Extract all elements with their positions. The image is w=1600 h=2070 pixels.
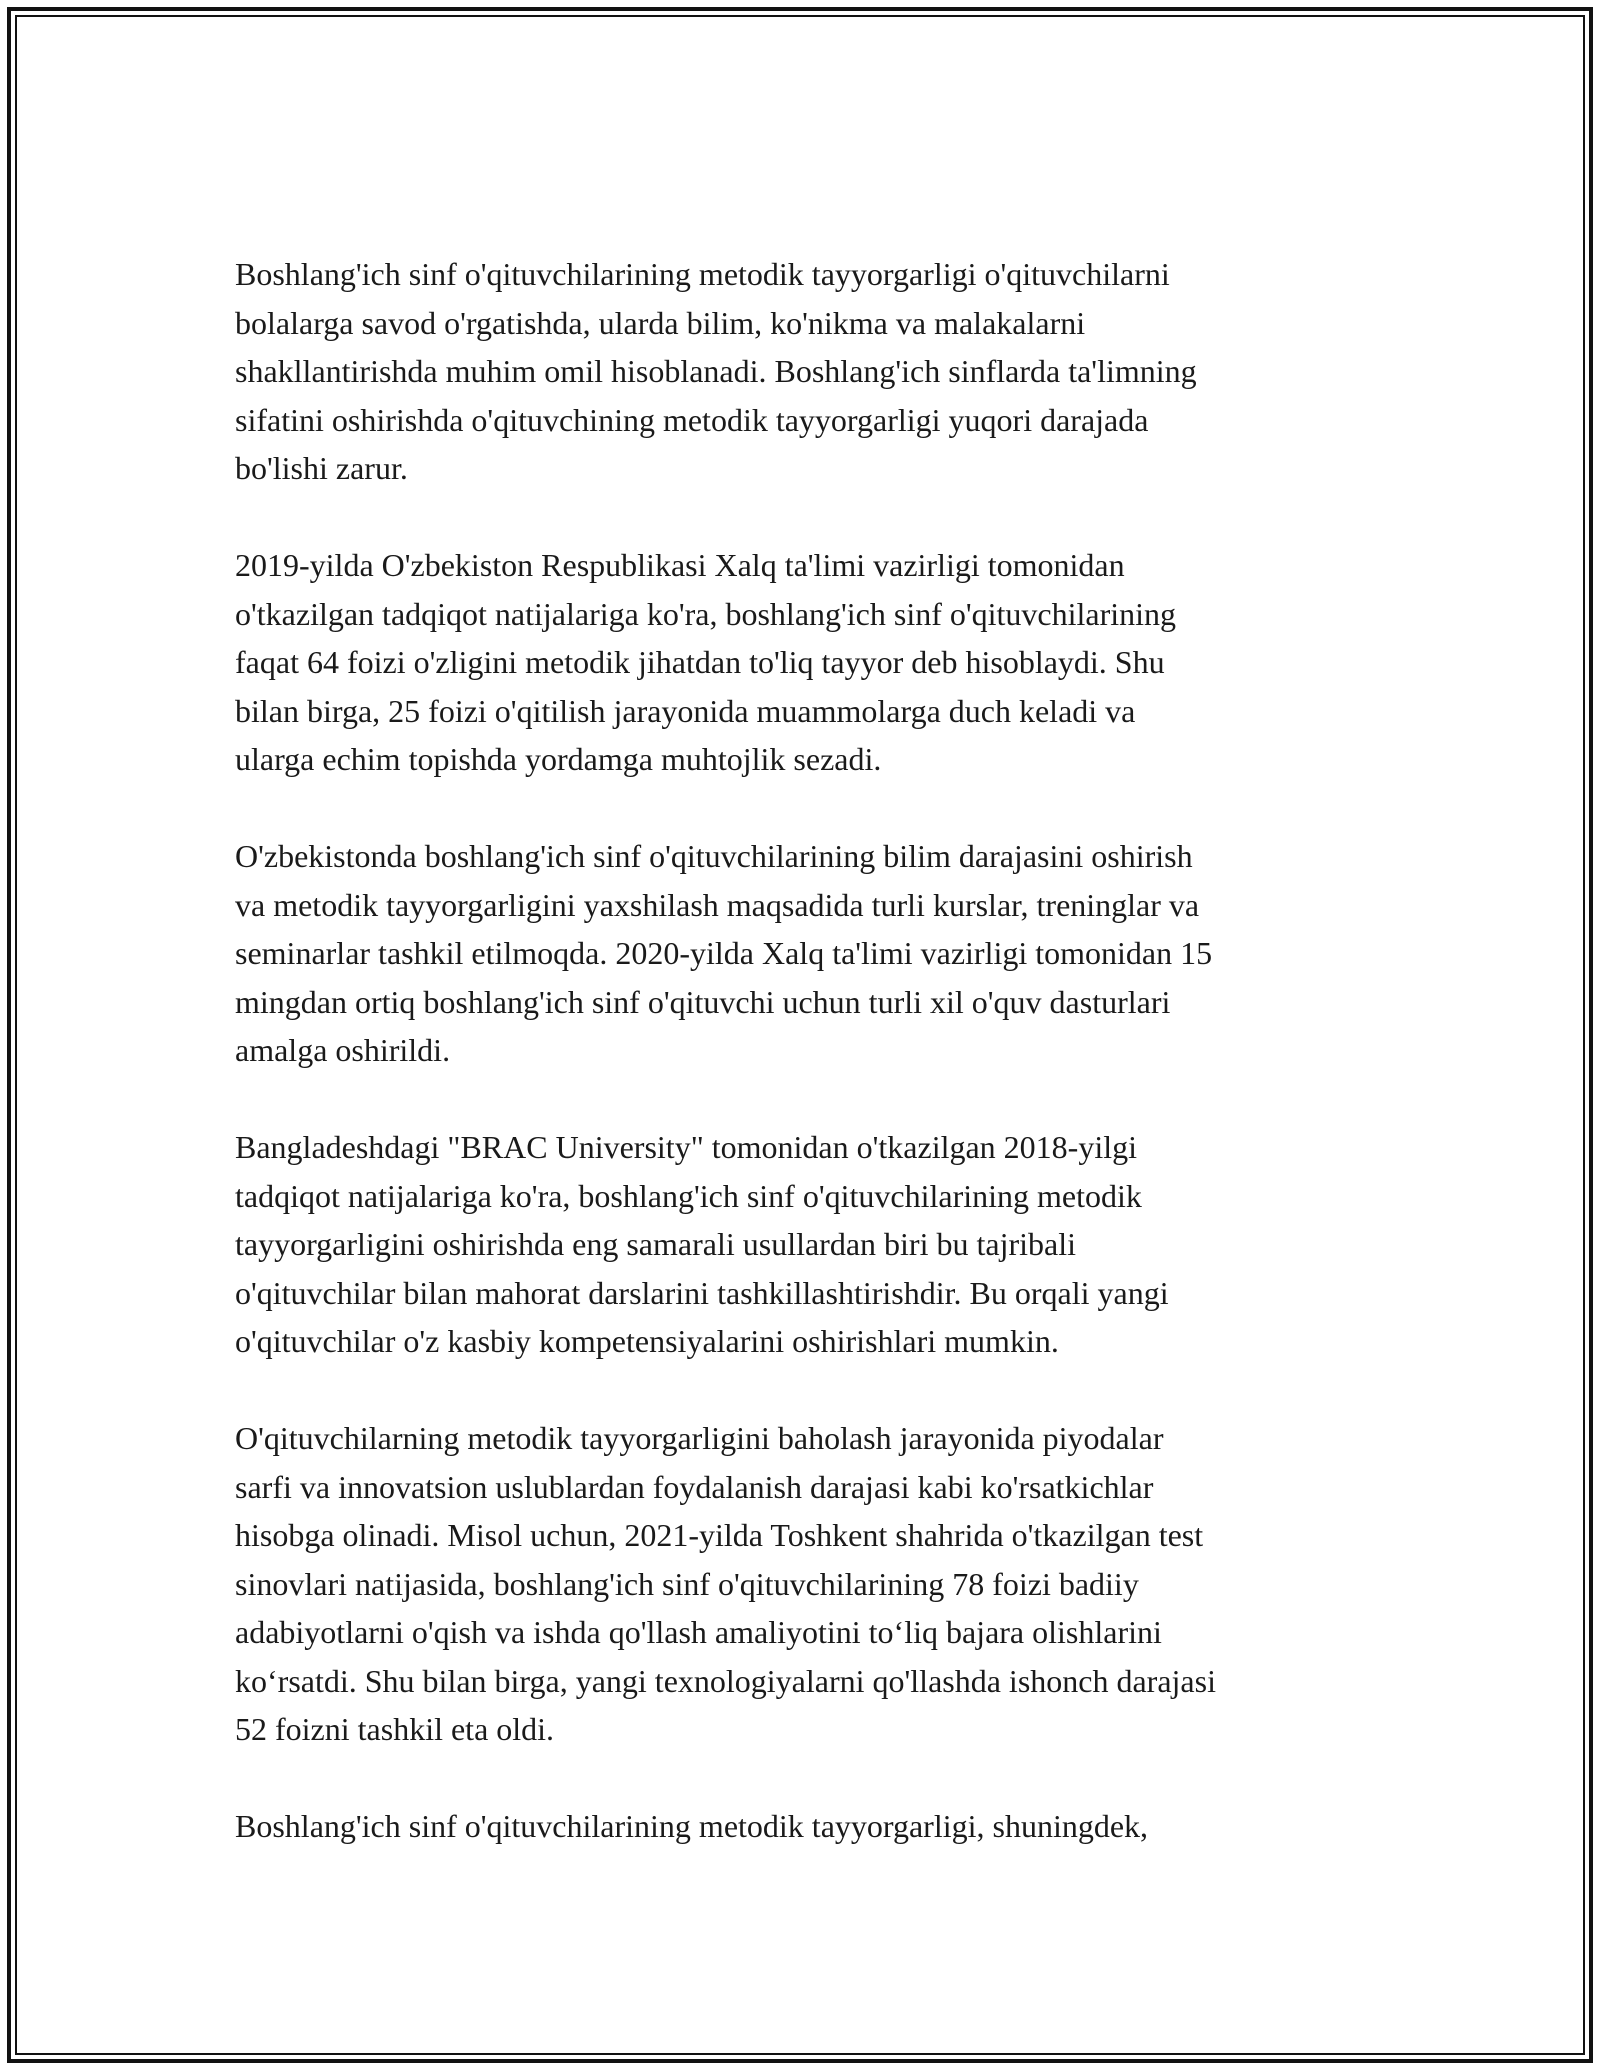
text-line: O'zbekistonda boshlang'ich sinf o'qituvchilarining bilim darajasini oshirish (235, 838, 1193, 874)
paragraph-2 (235, 541, 1395, 784)
paragraph-3 (235, 832, 1395, 1075)
text-line: bo'lishi zarur. (235, 450, 408, 486)
text-line: sinovlari natijasida, boshlang'ich sinf o'qituvchilarining 78 foizi badiiy (235, 1565, 1139, 1602)
paragraph-1 (235, 250, 1395, 493)
text-line: adabiyotlarni o'qish va ishda qo'llash amaliyotini to‘liq bajara olishlarini (235, 1614, 1162, 1650)
text-line: Boshlang'ich sinf o'qituvchilarining metodik tayyorgarligi o'qituvchilarni (235, 256, 1170, 292)
text-line: seminarlar tashkil etilmoqda. 2020-yilda Xalq ta'limi vazirligi tomonidan 15 (235, 935, 1213, 971)
text-line: Bangladeshdagi "BRAC University" tomonidan o'tkazilgan 2018-yilgi (235, 1129, 1137, 1165)
text-line: amalga oshirildi. (235, 1032, 451, 1068)
text-line: O'qituvchilarning metodik tayyorgarligini baholash jarayonida piyodalar (235, 1420, 1164, 1456)
text-line: va metodik tayyorgarligini yaxshilash maqsadida turli kurslar, treninglar va (235, 886, 1200, 923)
text-line: tadqiqot natijalariga ko'ra, boshlang'ich sinf o'qituvchilarining metodik (235, 1177, 1142, 1214)
paragraph-6 (235, 1802, 1395, 1851)
text-line: ularga echim topishda yordamga muhtojlik sezadi. (235, 741, 882, 777)
text-line: sifatini oshirishda o'qituvchining metodik tayyorgarligi yuqori darajada (235, 401, 1149, 438)
text-line: hisobga olinadi. Misol uchun, 2021-yilda Toshkent shahrida o'tkazilgan test (235, 1517, 1204, 1553)
text-line: bilan birga, 25 foizi o'qitilish jarayonida muammolarga duch keladi va (235, 692, 1136, 729)
text-line: o'tkazilgan tadqiqot natijalariga ko'ra, boshlang'ich sinf o'qituvchilarining (235, 595, 1177, 632)
text-line: tayyorgarligini oshirishda eng samarali usullardan biri bu tajribali (235, 1226, 1076, 1262)
text-line: shakllantirishda muhim omil hisoblanadi. Boshlang'ich sinflarda ta'limning (235, 353, 1197, 389)
text-line: Boshlang'ich sinf o'qituvchilarining metodik tayyorgarligi, shuningdek, (235, 1808, 1149, 1844)
text-line: 2019-yilda O'zbekiston Respublikasi Xalq ta'limi vazirligi tomonidan (235, 547, 1125, 583)
text-line: o'qituvchilar bilan mahorat darslarini tashkillashtirishdir. Bu orqali yangi (235, 1274, 1169, 1311)
text-line: o'qituvchilar o'z kasbiy kompetensiyalarini oshirishlari mumkin. (235, 1323, 1059, 1359)
paragraph-4 (235, 1123, 1395, 1366)
text-line: sarfi va innovatsion uslublardan foydalanish darajasi kabi ko'rsatkichlar (235, 1468, 1154, 1505)
text-line: mingdan ortiq boshlang'ich sinf o'qituvchi uchun turli xil o'quv dasturlari (235, 983, 1171, 1020)
text-line: ko‘rsatdi. Shu bilan birga, yangi texnologiyalarni qo'llashda ishonch darajasi (235, 1662, 1216, 1699)
document-body (235, 250, 1395, 1899)
text-line: faqat 64 foizi o'zligini metodik jihatdan to'liq tayyor deb hisoblaydi. Shu (235, 644, 1165, 680)
text-line: 52 foizni tashkil eta oldi. (235, 1711, 555, 1747)
paragraph-5 (235, 1414, 1395, 1754)
text-line: bolalarga savod o'rgatishda, ularda bilim, ko'nikma va malakalarni (235, 304, 1086, 341)
